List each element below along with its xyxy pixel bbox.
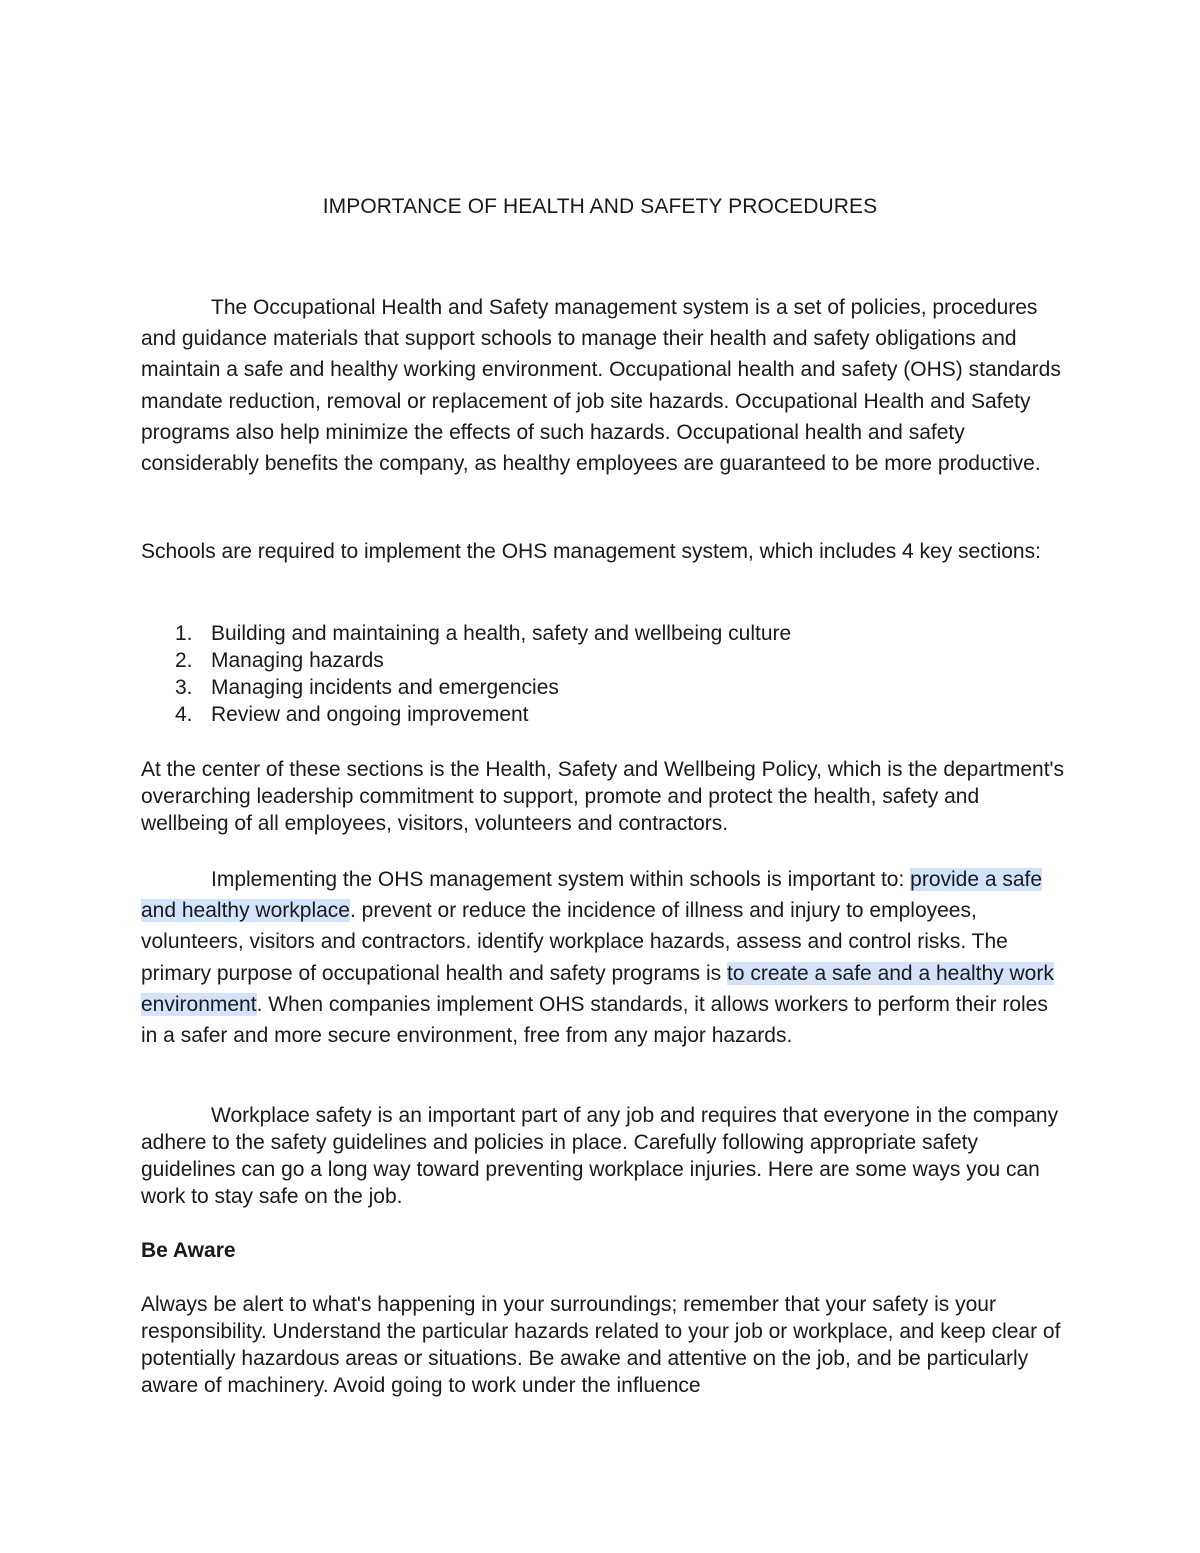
list-number: 4.	[175, 703, 193, 726]
list-number: 1.	[175, 622, 193, 645]
highlighted-text: to create a safe and a healthy work environment	[141, 961, 1054, 1016]
list-text: Managing incidents and emergencies	[211, 676, 559, 699]
section-heading-be-aware: Be Aware	[141, 1239, 236, 1262]
paragraph-text: Implementing the OHS management system within schools is important to:	[211, 868, 911, 891]
list-item	[141, 674, 1066, 701]
paragraph-text: The Occupational Health and Safety management system is a set of policies, procedures and guidance materials that support schools to manage their health and safety obligations and maintain a safe and healthy working environment. Occupational health and safety (OHS) standards mandate reduction, removal or replacement of job site hazards. Occupational Health and Safety programs also help minimize the effects of such hazards. Occupational health and safety considerably benefits the company, as healthy employees are guaranteed to be more productive.	[141, 296, 1061, 476]
paragraph-ohs-system	[141, 292, 1066, 479]
list-number: 2.	[175, 649, 193, 672]
list-text: Managing hazards	[211, 649, 384, 672]
paragraph-policy: At the center of these sections is the Health, Safety and Wellbeing Policy, which is the department's overarching leadership commitment to support, promote and protect the health, safety and wellbeing of all employees, visitors, volunteers and contractors.	[141, 758, 1065, 835]
list-text: Building and maintaining a health, safety and wellbeing culture	[211, 622, 792, 645]
paragraph-workplace-safety	[141, 1102, 1066, 1210]
list-text: Review and ongoing improvement	[211, 703, 529, 726]
paragraph-implementing	[141, 864, 1066, 1051]
paragraph-be-aware: Always be alert to what's happening in your surroundings; remember that your safety is your responsibility. Understand the particular hazards related to your job or workplace, and keep clear of potentially hazardous areas or situations. Be awake and attentive on the job, and be particularly aware of machinery. Avoid going to work under the influence	[141, 1293, 1061, 1397]
list-item	[141, 701, 1066, 728]
paragraph-text: . prevent or reduce the incidence of illness and injury to employees, volunteers, visitors and contractors. identify workplace hazards, assess and control risks. The primary purpose of occupational health and safety programs is	[141, 899, 1008, 985]
paragraph-text: . When companies implement OHS standards, it allows workers to perform their roles in a safer and more secure environment, free from any major hazards.	[141, 992, 1048, 1048]
highlighted-text: provide a safe and healthy workplace	[141, 868, 1043, 923]
list-item	[141, 620, 1066, 647]
paragraph-key-sections: Schools are required to implement the OHS management system, which includes 4 key sections:	[141, 540, 1041, 563]
list-item	[141, 647, 1066, 674]
paragraph-text: Workplace safety is an important part of any job and requires that everyone in the company adhere to the safety guidelines and policies in place. Carefully following appropriate safety guidelines can go a long way toward preventing workplace injuries. Here are some ways you can work to stay safe on the job.	[141, 1104, 1059, 1208]
list-number: 3.	[175, 676, 193, 699]
document-title: IMPORTANCE OF HEALTH AND SAFETY PROCEDURES	[322, 195, 878, 218]
key-sections-list	[141, 620, 1066, 728]
